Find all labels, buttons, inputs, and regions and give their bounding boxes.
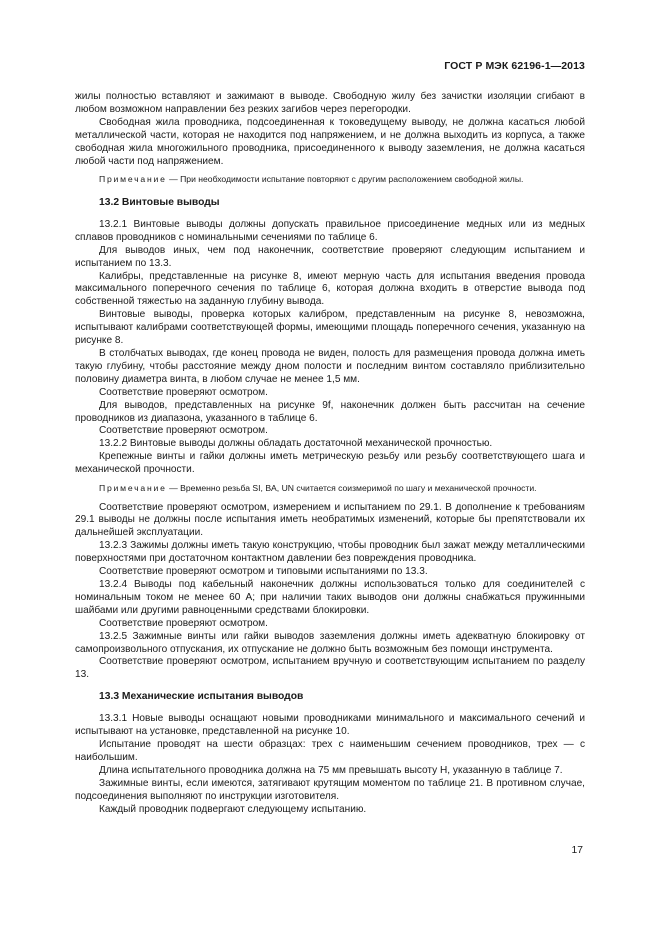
body-paragraph: Соответствие проверяют осмотром, испытанием вручную и соответствующим испытанием по разделу 13. bbox=[75, 656, 585, 681]
body-paragraph: Крепежные винты и гайки должны иметь метрическую резьбу или резьбу соответствующего шага и механической прочности. bbox=[75, 451, 585, 476]
note-text: — При необходимости испытание повторяют с другим расположением свободной жилы. bbox=[166, 174, 524, 185]
page-number: 17 bbox=[571, 845, 583, 856]
body-paragraph: Калибры, представленные на рисунке 8, имеют мерную часть для испытания введения провода максимального поперечного сечения по таблице 6, которая должна входить в отверстие вывода под собственной тяжестью на заданную глубину вывода. bbox=[75, 270, 585, 308]
body-paragraph: Для выводов иных, чем под наконечник, соответствие проверяют следующим испытанием и испытанием по 13.3. bbox=[75, 244, 585, 269]
section-heading: 13.3 Механические испытания выводов bbox=[99, 691, 304, 703]
body-paragraph: Длина испытательного проводника должна на 75 мм превышать высоту H, указанную в таблице 7. bbox=[99, 764, 563, 776]
body-paragraph: жилы полностью вставляют и зажимают в выводе. Свободную жилу без зачистки изоляции сгибают в любом возможном направлении без резких загибов через перегородки. bbox=[75, 91, 585, 115]
note-paragraph bbox=[75, 174, 585, 186]
body-paragraph: Зажимные винты, если имеются, затягивают крутящим моментом по таблице 21. В противном случае, подсоединения выполняют по инструкции изготовителя. bbox=[75, 777, 585, 802]
body-paragraph: Каждый проводник подвергают следующему испытанию. bbox=[99, 803, 367, 815]
section-heading: 13.2 Винтовые выводы bbox=[99, 196, 220, 208]
body-paragraph: 13.2.1 Винтовые выводы должны допускать правильное присоединение медных или из медных сплавов проводников с номинальными сечениями по таблице 6. bbox=[75, 218, 585, 243]
body-paragraph: 13.2.4 Выводы под кабельный наконечник должны использоваться только для соединителей с номинальным током не менее 60 А; при наличии таких выводов они должны снабжаться пружинными шайбами или другими равноценными средствами блокировки. bbox=[75, 579, 585, 616]
note-label: Примечание bbox=[99, 483, 167, 494]
body-paragraph: 13.3.1 Новые выводы оснащают новыми проводниками минимального и максимального сечений и испытывают на установке, представленной на рисунке 10. bbox=[75, 713, 585, 738]
note-text: — Временно резьба SI, BA, UN считается соизмеримой по шагу и механической прочности. bbox=[166, 483, 537, 494]
note-label: Примечание bbox=[99, 174, 167, 185]
body-paragraph: Винтовые выводы, проверка которых калибром, представленным на рисунке 8, невозможна, испытывают калибрами соответствующей формы, имеющими площадь поперечного сечения, указанную на рисунке 8. bbox=[75, 309, 585, 347]
body-paragraph: В столбчатых выводах, где конец провода не виден, полость для размещения провода должна иметь такую глубину, чтобы расстояние между дном полости и последним винтом составляло приблизительно половину диаметра винта, в любом случае не менее 1,5 мм. bbox=[75, 348, 585, 385]
document-body bbox=[75, 91, 585, 817]
body-paragraph: Свободная жила проводника, подсоединенная к токоведущему выводу, не должна касаться любой металлической части, которая не находится под напряжением, и не должна выходить из корпуса, а также свободная жила многожильного проводника, присоединенного к выводу заземления, не должна касаться любой части под напряжением. bbox=[75, 116, 585, 167]
body-paragraph: Соответствие проверяют осмотром. bbox=[99, 617, 268, 629]
note-paragraph bbox=[75, 483, 585, 495]
body-paragraph: Соответствие проверяют осмотром. bbox=[99, 425, 268, 437]
body-paragraph: Для выводов, представленных на рисунке 9f, наконечник должен быть рассчитан на сечение проводников из диапазона, указанного в таблице 6. bbox=[75, 399, 585, 424]
document-id-header: ГОСТ Р МЭК 62196-1—2013 bbox=[444, 60, 585, 72]
body-paragraph: Соответствие проверяют осмотром и типовыми испытаниями по 13.3. bbox=[99, 566, 428, 578]
body-paragraph: Испытание проводят на шести образцах: трех с наименьшим сечением проводников, трех — с наибольшим. bbox=[75, 739, 585, 763]
body-paragraph: 13.2.3 Зажимы должны иметь такую конструкцию, чтобы проводник был зажат между металлическими поверхностями при достаточном контактном давлении без повреждения проводника. bbox=[75, 540, 585, 565]
body-paragraph: 13.2.5 Зажимные винты или гайки выводов заземления должны иметь адекватную блокировку от самопроизвольного отпускания, их отпускание не должно быть возможным без помощи инструмента. bbox=[75, 630, 585, 655]
body-paragraph: Соответствие проверяют осмотром, измерением и испытанием по 29.1. В дополнение к требованиям 29.1 выводы не должны после испытания иметь необратимых изменений, которые бы препятствовали их дальнейшей эксплуатации. bbox=[75, 501, 585, 539]
body-paragraph: Соответствие проверяют осмотром. bbox=[99, 386, 268, 398]
body-paragraph: 13.2.2 Винтовые выводы должны обладать достаточной механической прочностью. bbox=[99, 438, 493, 450]
